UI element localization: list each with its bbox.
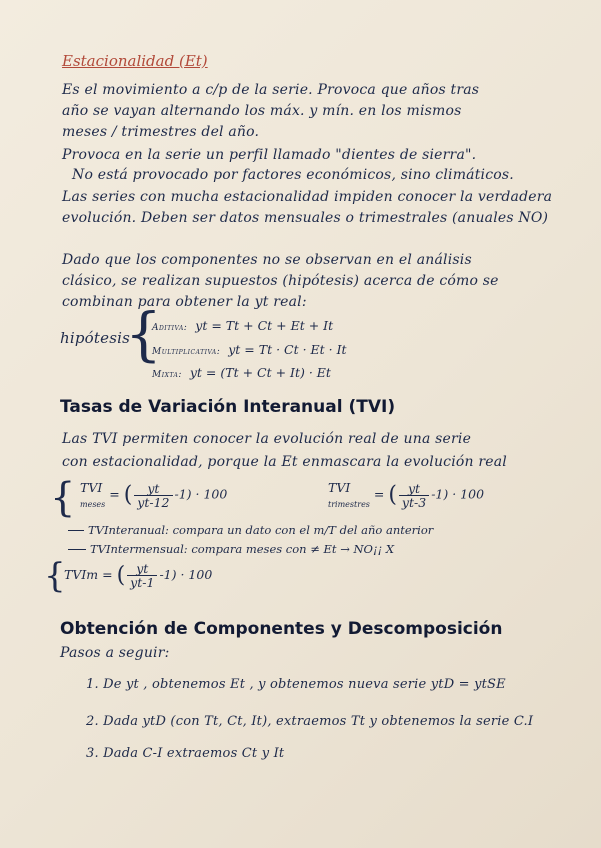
connector-line	[68, 549, 86, 550]
formula-tvi-meses: TVI meses = ( $\frac{yt}{yt-12}$ -1) · 100	[80, 480, 228, 510]
text-line: Es el movimiento a c/p de la serie. Provoca que años tras	[62, 82, 480, 98]
text-line: meses / trimestres del año.	[62, 124, 260, 140]
text-line: combinan para obtener la yt real:	[62, 294, 307, 310]
text-line: año se vayan alternando los máx. y mín. en los mismos	[62, 103, 462, 119]
formula-tvi-trimestres: TVI trimestres = ( $\frac{yt}{yt-3}$ -1) · 100	[328, 480, 485, 510]
text-line: Las TVI permiten conocer la evolución real de una serie	[62, 431, 472, 447]
text-line: Dado que los componentes no se observan en el análisis	[62, 252, 472, 268]
text-tvi-interanual: TVInteranual: compara un dato con el m/T del año anterior	[88, 523, 434, 537]
hipotesis-label: hipótesis	[60, 329, 130, 347]
text-line: con estacionalidad, porque la Et enmascara la evolución real	[62, 454, 507, 470]
hyp-mixta: Mixta: yt = (Tt + Ct + It) · Et	[152, 365, 331, 380]
text-line: evolución. Deben ser datos mensuales o trimestrales (anuales NO)	[62, 210, 549, 226]
brace-icon: {	[44, 556, 66, 596]
brace-icon: {	[50, 475, 76, 521]
formula-tvim: TVIm = ( $\frac{yt}{yt-1}$ -1) · 100	[64, 561, 213, 590]
steps-intro: Pasos a seguir:	[60, 645, 170, 661]
brace-icon: {	[125, 300, 162, 368]
heading-tvi: Tasas de Variación Interanual (TVI)	[60, 397, 396, 417]
step-item: 3. Dada C-I extraemos Ct y It	[86, 746, 285, 761]
text-tvi-intermensual: TVIntermensual: compara meses con ≠ Et → NO¡¡ X	[90, 542, 395, 556]
hyp-aditiva: Aditiva: yt = Tt + Ct + Et + It	[152, 318, 334, 333]
text-line: No está provocado por factores económicos, sino climáticos.	[72, 167, 514, 183]
text-line: Provoca en la serie un perfil llamado "dientes de sierra".	[62, 147, 477, 163]
section-title-estacionalidad: Estacionalidad (Et)	[62, 52, 208, 70]
text-line: clásico, se realizan supuestos (hipótesis) acerca de cómo se	[62, 273, 499, 289]
step-item: 2. Dada ytD (con Tt, Ct, It), extraemos Tt y obtenemos la serie C.I	[86, 714, 534, 729]
text-line: Las series con mucha estacionalidad impiden conocer la verdadera	[62, 189, 553, 205]
heading-obtencion: Obtención de Componentes y Descomposición	[60, 619, 503, 639]
hyp-multiplicativa: Multiplicativa: yt = Tt · Ct · Et · It	[152, 342, 347, 357]
step-item: 1. De yt , obtenemos Et , y obtenemos nueva serie ytD = ytSE	[86, 677, 506, 692]
connector-line	[68, 530, 84, 531]
